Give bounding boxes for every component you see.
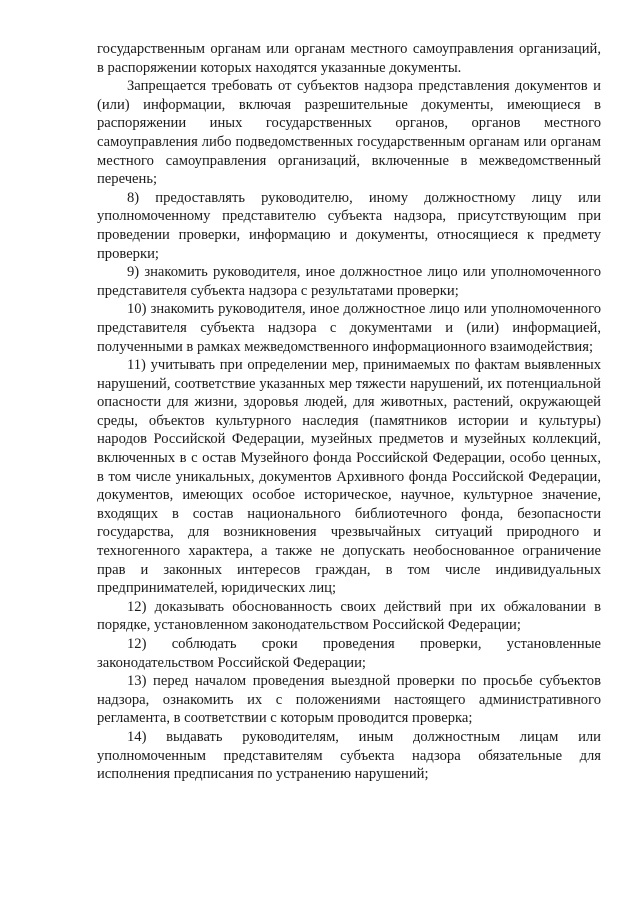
paragraph-prohibition: Запрещается требовать от субъектов надзора представления документов и (или) информации, включая разрешительные документы, имеющиеся в распоряжении иных государственных органов, органов местного самоуправления либо подведомственных государственным органам или органам местного самоуправления организаций, включенные в межведомственный перечень; — [97, 78, 601, 188]
paragraph-item-10: 10) знакомить руководителя, иное должностное лицо или уполномоченного представителя субъекта надзора с документами и (или) информацией, полученными в рамках межведомственного информационного взаимодействия; — [97, 301, 601, 355]
paragraph-item-8: 8) предоставлять руководителю, иному должностному лицу или уполномоченному представителю субъекта надзора, присутствующим при проведении проверки, информацию и документы, относящиеся к предмету проверки; — [97, 189, 601, 262]
paragraph-item-14: 14) выдавать руководителям, иным должностным лицам или уполномоченным представителям субъекта надзора обязательные для исполнения предписания по устранению нарушений; — [97, 728, 601, 783]
paragraph-continuation: государственным органам или органам местного самоуправления организаций, в распоряжении которых находятся указанные документы. — [97, 41, 601, 76]
paragraph-item-11: 11) учитывать при определении мер, принимаемых по фактам выявленных нарушений, соответствие указанных мер тяжести нарушений, их потенциальной опасности для жизни, здоровья людей, для животных, растений, окружающей среды, объектов культурного наследия (памятников истории и культуры) народов Российской Федерации, музейных предметов и музейных коллекций, включенных в с остав Музейного фонда Российской Федерации, особо ценных, в том числе уникальных, документов Архивного фонда Российской Федерации, документов, имеющих особое историческое, научное, культурное значение, входящих в состав национального библиотечного фонда, безопасности государства, для возникновения чрезвычайных ситуаций природного и техногенного характера, а также не допускать необоснованное ограничение прав и законных интересов граждан, в том числе индивидуальных предпринимателей, юридических лиц; — [97, 357, 601, 597]
paragraph-item-12a: 12) доказывать обоснованность своих действий при их обжаловании в порядке, установленном законодательством Российской Федерации; — [97, 598, 601, 634]
paragraph-item-9: 9) знакомить руководителя, иное должностное лицо или уполномоченного представителя субъекта надзора с результатами проверки; — [97, 264, 601, 299]
paragraph-item-13: 13) перед началом проведения выездной проверки по просьбе субъектов надзора, ознакомить их с положениями настоящего административного регламента, в соответствии с которым проводится проверка; — [97, 673, 601, 727]
paragraph-item-12b: 12) соблюдать сроки проведения проверки, установленные законодательством Российской Федерации; — [97, 636, 601, 671]
document-body — [97, 40, 601, 784]
